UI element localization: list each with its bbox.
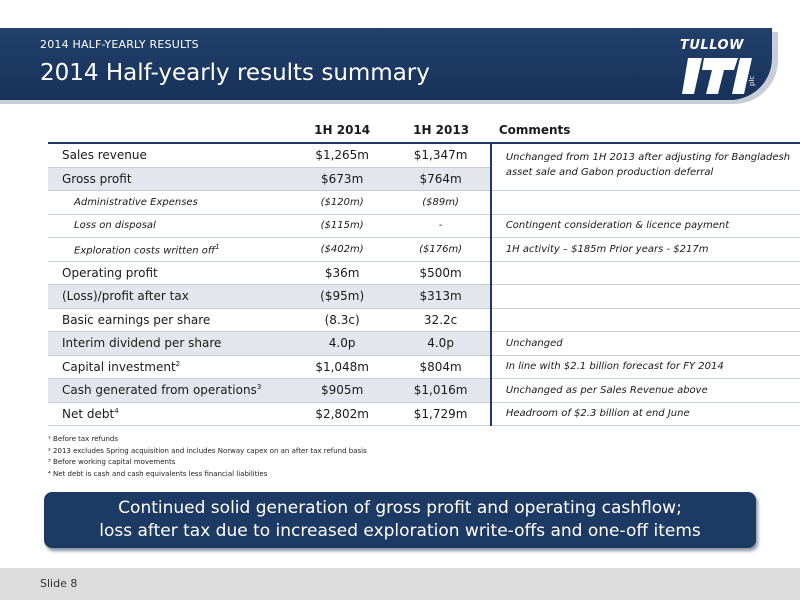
logo-plc-text: plc <box>748 75 756 86</box>
footnote: ⁴ Net debt is cash and cash equivalents less financial liabilities <box>48 469 268 478</box>
table-row <box>48 238 800 262</box>
row-label: Net debt <box>62 406 115 421</box>
table-header-row <box>48 118 800 143</box>
row-comment: Unchanged from 1H 2013 after adjusting for Bangladesh asset sale and Gabon production deferral <box>491 143 800 191</box>
tullow-logo <box>678 36 766 96</box>
row-comment: Unchanged <box>491 332 800 356</box>
value-1h-2014: (8.3c) <box>293 308 391 332</box>
value-1h-2013: $764m <box>391 167 490 191</box>
value-1h-2013: $1,729m <box>391 402 490 426</box>
callout-line-1: Continued solid generation of gross profit and operating cashflow; <box>118 498 682 518</box>
row-label: Exploration costs written off <box>74 244 216 256</box>
footnote: ¹ Before tax refunds <box>48 435 119 443</box>
row-label-cell <box>48 379 293 403</box>
value-1h-2014: $36m <box>293 261 391 285</box>
row-comment <box>491 285 800 309</box>
row-label: Cash generated from operations <box>62 383 257 398</box>
row-comment: In line with $2.1 billion forecast for FY 2014 <box>491 355 800 379</box>
table-row <box>48 261 800 285</box>
row-label: Administrative Expenses <box>48 191 293 215</box>
footnote-marker: 3 <box>256 383 262 392</box>
footer-bar <box>0 568 800 600</box>
value-1h-2013: ($176m) <box>391 238 490 262</box>
value-1h-2013: $804m <box>391 355 490 379</box>
row-label: Capital investment <box>62 359 176 374</box>
page-title: 2014 Half-yearly results summary <box>40 60 430 86</box>
header-label-cell <box>48 118 293 143</box>
row-label: Operating profit <box>48 261 293 285</box>
value-1h-2014: ($115m) <box>293 214 391 238</box>
row-label: Gross profit <box>48 167 293 191</box>
header-1h-2013: 1H 2013 <box>413 123 470 137</box>
row-comment <box>491 261 800 285</box>
callout-line-2: loss after tax due to increased exploration write-offs and one-off items <box>99 521 701 541</box>
row-label: Basic earnings per share <box>48 308 293 332</box>
value-1h-2014: ($95m) <box>293 285 391 309</box>
footnote-marker: 1 <box>215 242 220 251</box>
footnote-marker: 4 <box>114 406 119 415</box>
header-banner <box>0 28 772 100</box>
value-1h-2013: $1,016m <box>391 379 490 403</box>
value-1h-2013: $313m <box>391 285 490 309</box>
row-label: Sales revenue <box>48 143 293 167</box>
value-1h-2014: $2,802m <box>293 402 391 426</box>
footnote-marker: 2 <box>175 359 181 368</box>
value-1h-2013: $500m <box>391 261 490 285</box>
logo-mark-icon <box>678 56 764 96</box>
row-comment: Headroom of $2.3 billion at end June <box>491 402 800 426</box>
value-1h-2013: ($89m) <box>391 191 490 215</box>
footnote: ³ Before working capital movements <box>48 458 176 466</box>
row-label-cell <box>48 355 293 379</box>
row-label: (Loss)/profit after tax <box>48 285 293 309</box>
row-label-cell <box>48 238 293 262</box>
row-comment <box>491 191 800 215</box>
table-row <box>48 191 800 215</box>
table-row <box>48 308 800 332</box>
table-row <box>48 402 800 426</box>
logo-text: TULLOW <box>680 38 744 53</box>
value-1h-2014: $673m <box>293 167 391 191</box>
header-comments: Comments <box>498 123 571 137</box>
row-label-cell <box>48 402 293 426</box>
table-row <box>48 332 800 356</box>
row-label: Interim dividend per share <box>48 332 293 356</box>
header-subtitle: 2014 HALF-YEARLY RESULTS <box>40 38 199 51</box>
table-row <box>48 285 800 309</box>
value-1h-2013: 4.0p <box>391 332 490 356</box>
footnotes <box>48 434 367 480</box>
row-comment: 1H activity – $185m Prior years - $217m <box>491 238 800 262</box>
value-1h-2014: ($402m) <box>293 238 391 262</box>
row-comment: Contingent consideration & licence payment <box>491 214 800 238</box>
value-1h-2014: ($120m) <box>293 191 391 215</box>
summary-callout <box>44 492 756 548</box>
table-row <box>48 379 800 403</box>
slide-number: Slide 8 <box>40 577 78 590</box>
footnote: ² 2013 excludes Spring acquisition and includes Norway capex on an after tax refund basis <box>48 446 367 455</box>
value-1h-2014: $905m <box>293 379 391 403</box>
value-1h-2014: $1,048m <box>293 355 391 379</box>
value-1h-2014: $1,265m <box>293 143 391 167</box>
value-1h-2013: 32.2c <box>391 308 490 332</box>
row-comment: Unchanged as per Sales Revenue above <box>491 379 800 403</box>
header-1h-2014: 1H 2014 <box>314 123 371 137</box>
value-1h-2014: 4.0p <box>293 332 391 356</box>
table-row <box>48 214 800 238</box>
row-comment <box>491 308 800 332</box>
results-table <box>48 118 800 426</box>
table-row <box>48 143 800 167</box>
value-1h-2013: - <box>391 214 490 238</box>
table-row <box>48 355 800 379</box>
row-label: Loss on disposal <box>48 214 293 238</box>
value-1h-2013: $1,347m <box>391 143 490 167</box>
